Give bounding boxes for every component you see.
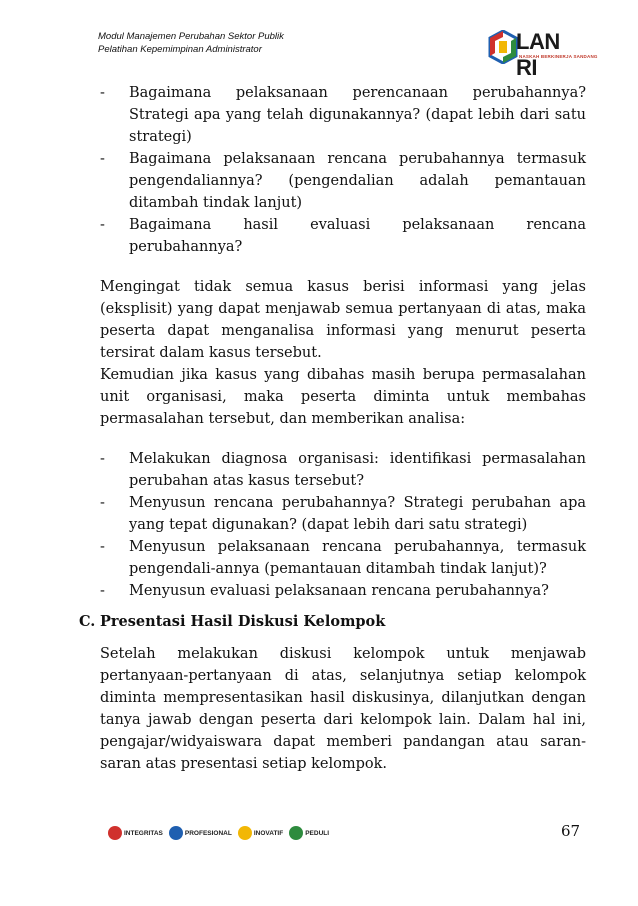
list-item: - Menyusun rencana perubahannya? Strategi perubahan apa yang tepat digunakan? (dapat lebih dari satu strategi) — [100, 495, 586, 533]
section-title: Presentasi Hasil Diskusi Kelompok — [100, 613, 386, 630]
list-item: - Menyusun evaluasi pelaksanaan rencana perubahannya? — [100, 583, 549, 599]
lan-ri-logo — [488, 28, 598, 80]
section-heading — [79, 611, 385, 633]
list-item: - Bagaimana pelaksanaan rencana perubahannya termasuk pengendaliannya? (pengendalian adalah pemantauan ditambah tindak lanjut) — [100, 151, 586, 211]
header-training-title: Pelatihan Kepemimpinan Administrator — [98, 44, 262, 55]
main-content — [100, 82, 586, 602]
section-letter: C. — [79, 613, 96, 630]
value-peduli: PEDULI — [289, 826, 329, 840]
logo-brand-text: LAN RI — [516, 29, 560, 80]
page-number: 67 — [561, 822, 581, 840]
paragraph-implicit-info: Mengingat tidak semua kasus berisi informasi yang jelas (eksplisit) yang dapat menjawab semua pertanyaan di atas, maka peserta dapat menganalisa informasi yang menurut peserta tersirat dalam kasus tersebut. — [100, 279, 586, 361]
lightbulb-icon — [238, 826, 252, 840]
lan-ri-emblem-icon — [488, 30, 518, 64]
profesional-icon — [169, 826, 183, 840]
peduli-icon — [289, 826, 303, 840]
list-item: - Menyusun pelaksanaan rencana perubahannya, termasuk pengendali-annya (pemantauan ditambah tindak lanjut)? — [100, 539, 586, 577]
integritas-icon — [108, 826, 122, 840]
list-item: - Bagaimana hasil evaluasi pelaksanaan rencana perubahannya? — [100, 217, 586, 255]
list-item: - Melakukan diagnosa organisasi: identifikasi permasalahan perubahan atas kasus tersebut? — [100, 451, 586, 489]
question-list — [100, 82, 586, 258]
header-module-title: Modul Manajemen Perubahan Sektor Publik — [98, 31, 284, 42]
paragraph-unit-problem: Kemudian jika kasus yang dibahas masih berupa permasalahan unit organisasi, maka peserta diminta untuk membahas permasalahan tersebut, dan memberikan analisa: — [100, 367, 586, 427]
value-inovatif: INOVATIF — [238, 826, 283, 840]
core-values-banner — [108, 820, 366, 846]
section-body: Setelah melakukan diskusi kelompok untuk menjawab pertanyaan-pertanyaan di atas, selanjutnya setiap kelompok diminta mempresentasikan hasil diskusinya, dilanjutkan dengan tanya jawab dengan peserta dari kelompok lain. Dalam hal ini, pengajar/widyaiswara dapat memberi pandangan atau saran-saran atas presentasi setiap kelompok. — [100, 646, 586, 772]
list-item: - Bagaimana pelaksanaan perencanaan perubahannya? Strategi apa yang telah digunakannya? (dapat lebih dari satu strategi) — [100, 85, 586, 145]
value-integritas: INTEGRITAS — [108, 826, 163, 840]
logo-tagline: NASKAH BERKINERJA SANDANG — [519, 54, 598, 59]
running-header — [98, 30, 284, 56]
analysis-task-list — [100, 448, 586, 602]
value-profesional: PROFESIONAL — [169, 826, 232, 840]
